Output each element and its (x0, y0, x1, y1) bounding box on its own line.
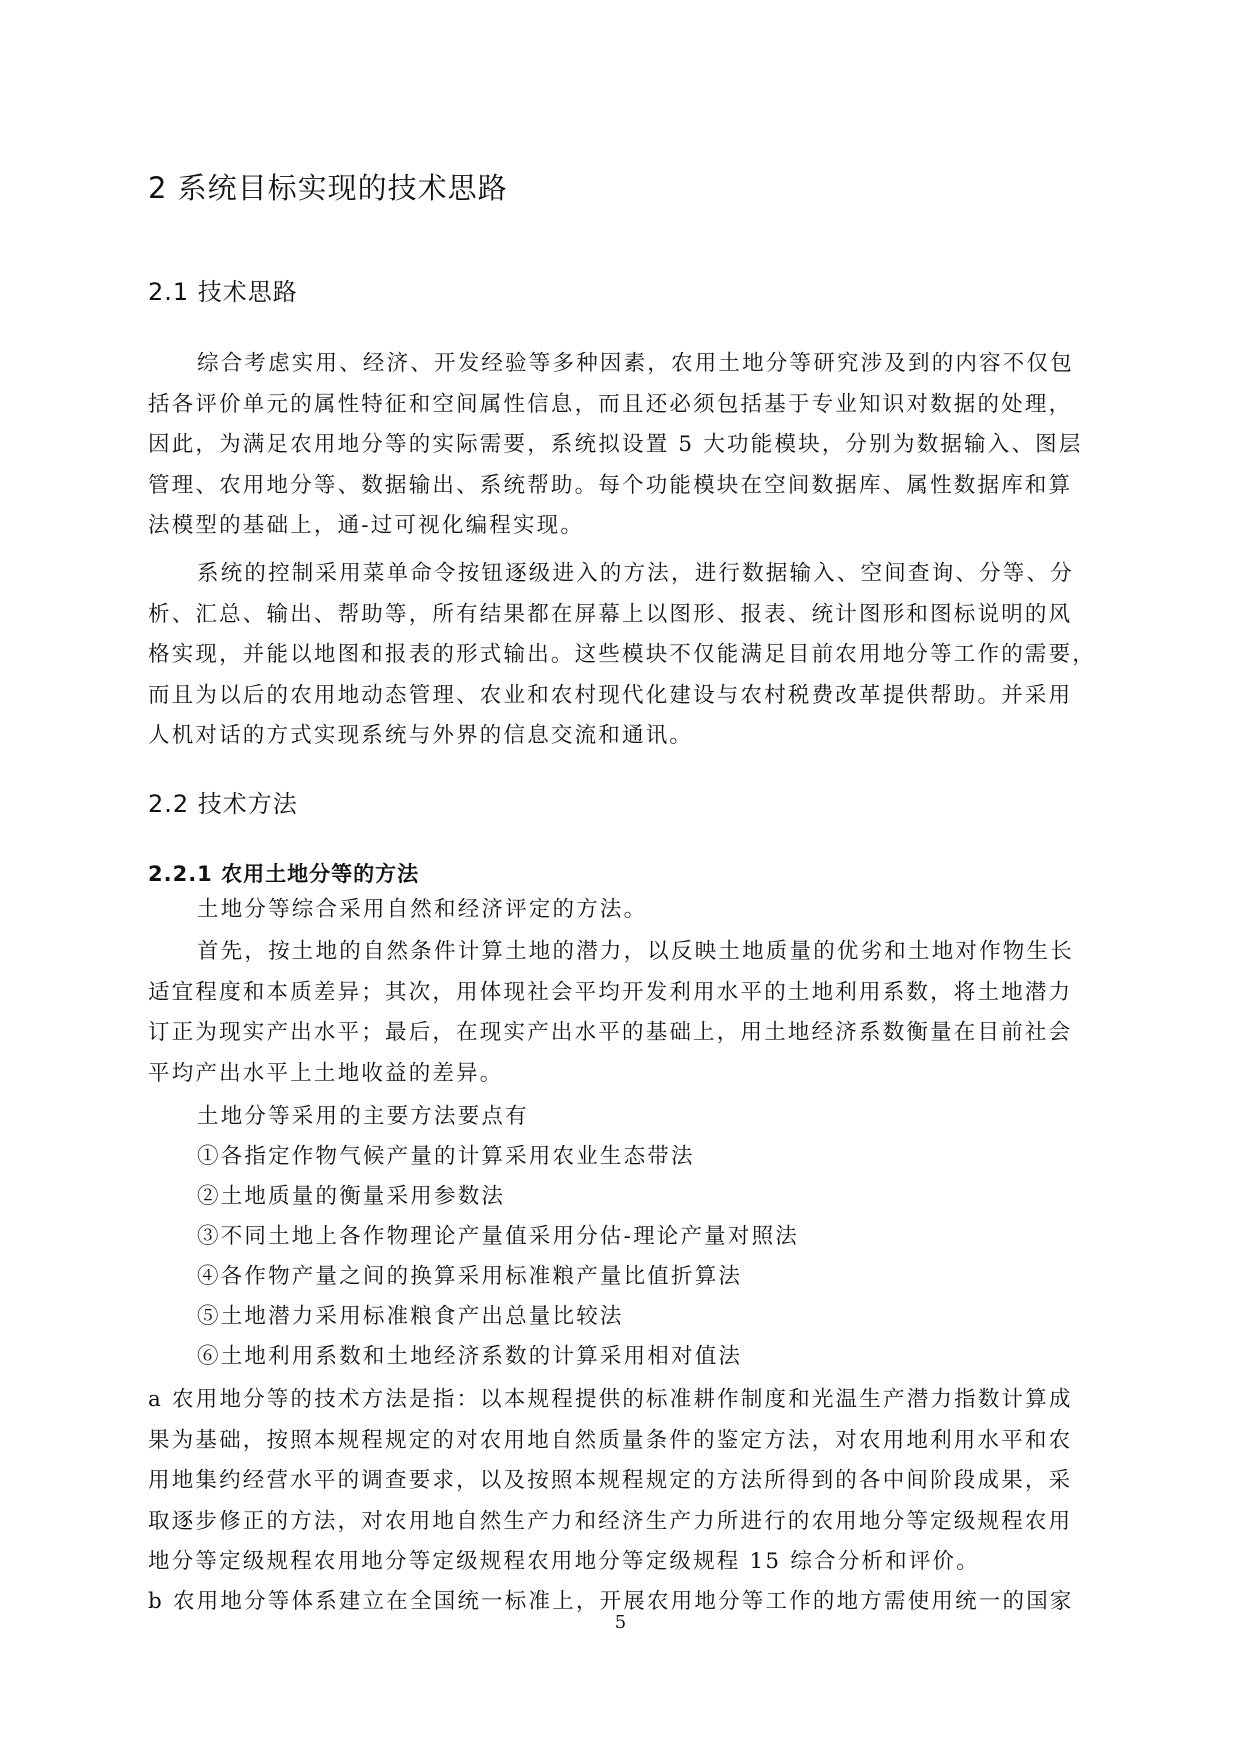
text-line: 管理、农用地分等、数据输出、系统帮助。每个功能模块在空间数据库、属性数据库和算 (148, 472, 1073, 498)
list-intro: 土地分等采用的主要方法要点有 (197, 1104, 529, 1129)
list-item: ③不同土地上各作物理论产量值采用分估-理论产量对照法 (197, 1224, 799, 1249)
page-number: 5 (614, 1612, 627, 1633)
paragraph-tech-idea-2 (148, 554, 1114, 757)
text-line: a 农用地分等的技术方法是指：以本规程提供的标准耕作制度和光温生产潜力指数计算成 (148, 1387, 1073, 1412)
text-line: 系统的控制采用菜单命令按钮逐级进入的方法，进行数据输入、空间查询、分等、分 (197, 561, 1074, 586)
text-line: 综合考虑实用、经济、开发经验等多种因素，农用土地分等研究涉及到的内容不仅包 (197, 351, 1074, 376)
text-line: 地分等定级规程农用地分等定级规程农用地分等定级规程 15 综合分析和评价。 (148, 1549, 980, 1574)
paragraph-method-intro (148, 890, 1114, 931)
text-line: 析、汇总、输出、帮助等，所有结果都在屏幕上以图形、报表、统计图形和图标说明的风 (148, 601, 1073, 627)
text-line: 适宜程度和本质差异；其次，用体现社会平均开发利用水平的土地利用系数，将土地潜力 (148, 979, 1073, 1005)
list-item: ⑤土地潜力采用标准粮食产出总量比较法 (197, 1304, 624, 1329)
text-line: 土地分等综合采用自然和经济评定的方法。 (197, 897, 648, 922)
text-line: 人机对话的方式实现系统与外界的信息交流和通讯。 (148, 723, 694, 748)
chapter-heading: 2 系统目标实现的技术思路 (148, 171, 508, 205)
text-line: 而且为以后的农用地动态管理、农业和农村现代化建设与农村税费改革提供帮助。并采用 (148, 682, 1073, 708)
paragraph-tech-idea-1 (148, 344, 1114, 547)
text-line: b 农用地分等体系建立在全国统一标准上，开展农用地分等工作的地方需使用统一的国家 (148, 1589, 1074, 1614)
paragraph-a (148, 1380, 1114, 1583)
text-line: 括各评价单元的属性特征和空间属性信息，而且还必须包括基于专业知识对数据的处理， (148, 391, 1073, 417)
text-line: 订正为现实产出水平；最后，在现实产出水平的基础上，用土地经济系数衡量在目前社会 (148, 1020, 1073, 1045)
text-line: 因此，为满足农用地分等的实际需要，系统拟设置 5 大功能模块，分别为数据输入、图层 (148, 432, 1083, 457)
text-line: 用地集约经营水平的调查要求，以及按照本规程规定的方法所得到的各中间阶段成果，采 (148, 1468, 1073, 1493)
text-line: 果为基础，按照本规程规定的对农用地自然质量条件的鉴定方法，对农用地利用水平和农 (148, 1427, 1073, 1453)
text-line: 格实现，并能以地图和报表的形式输出。这些模块不仅能满足目前农用地分等工作的需要， (148, 642, 1097, 667)
section-heading-2-2: 2.2 技术方法 (148, 790, 298, 818)
text-line: 平均产出水平上土地收益的差异。 (148, 1060, 504, 1086)
list-item: ①各指定作物气候产量的计算采用农业生态带法 (197, 1144, 695, 1169)
section-heading-2-1: 2.1 技术思路 (148, 278, 298, 306)
paragraph-method-steps (148, 932, 1114, 1094)
list-item: ④各作物产量之间的换算采用标准粮产量比值折算法 (197, 1264, 743, 1289)
list-item: ②土地质量的衡量采用参数法 (197, 1184, 506, 1209)
subsection-heading-2-2-1: 2.2.1 农用土地分等的方法 (148, 862, 420, 886)
text-line: 法模型的基础上，通-过可视化编程实现。 (148, 513, 585, 538)
list-item: ⑥土地利用系数和土地经济系数的计算采用相对值法 (197, 1344, 743, 1369)
text-line: 取逐步修正的方法，对农用地自然生产力和经济生产力所进行的农用地分等定级规程农用 (148, 1508, 1073, 1534)
text-line: 首先，按土地的自然条件计算土地的潜力，以反映土地质量的优劣和土地对作物生长 (197, 939, 1074, 964)
